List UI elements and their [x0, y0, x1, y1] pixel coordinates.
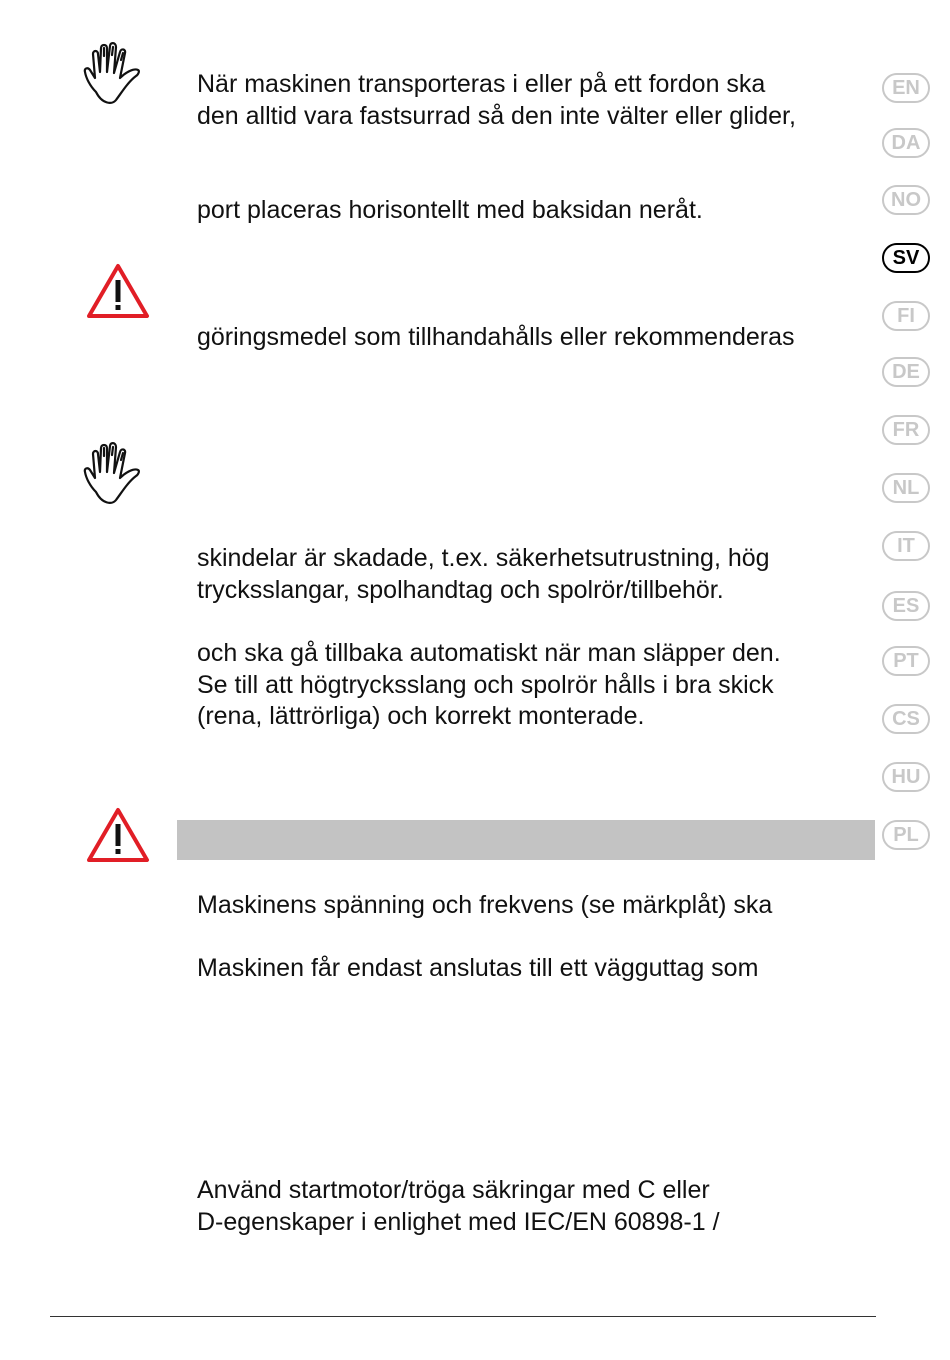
warning-triangle-icon [86, 807, 150, 863]
text-line: skindelar är skadade, t.ex. säkerhetsutrustning, hög [197, 544, 770, 572]
text-line: Maskinens spänning och frekvens (se märkplåt) ska [197, 891, 773, 919]
lang-tab-de[interactable]: DE [882, 357, 930, 387]
lang-tab-fr[interactable]: FR [882, 415, 930, 445]
section-heading-bar [177, 820, 875, 860]
paragraph-trigger-release [197, 638, 781, 733]
paragraph-detergent [197, 322, 795, 354]
lang-tab-pt[interactable]: PT [882, 646, 930, 676]
text-line: Använd startmotor/tröga säkringar med C eller [197, 1176, 710, 1204]
lang-tab-it[interactable]: IT [882, 531, 930, 561]
paragraph-damaged-parts [197, 543, 770, 606]
lang-tab-nl[interactable]: NL [882, 473, 930, 503]
stop-hand-icon [82, 42, 144, 108]
text-line: (rena, lättrörliga) och korrekt monterade. [197, 702, 645, 730]
text-line: trycksslangar, spolhandtag och spolrör/tillbehör. [197, 575, 724, 604]
text-line: D-egenskaper i enlighet med IEC/EN 60898-1 / [197, 1207, 720, 1236]
footer-divider [50, 1316, 876, 1317]
text-line: och ska gå tillbaka automatiskt när man släpper den. [197, 639, 781, 667]
lang-tab-hu[interactable]: HU [882, 762, 930, 792]
lang-tab-cs[interactable]: CS [882, 704, 930, 734]
lang-tab-fi[interactable]: FI [882, 301, 930, 331]
text-line: Maskinen får endast anslutas till ett vägguttag som [197, 954, 759, 982]
lang-tab-es[interactable]: ES [882, 591, 930, 621]
text-line: göringsmedel som tillhandahålls eller rekommenderas [197, 323, 795, 351]
paragraph-transport [197, 69, 796, 132]
lang-tab-da[interactable]: DA [882, 128, 930, 158]
text-line: När maskinen transporteras i eller på ett fordon ska [197, 70, 766, 98]
paragraph-fuses [197, 1175, 720, 1238]
text-line: Se till att högtrycksslang och spolrör hålls i bra skick [197, 670, 774, 699]
text-line: den alltid vara fastsurrad så den inte välter eller glider, [197, 101, 796, 130]
stop-hand-icon [82, 442, 144, 508]
paragraph-wall-socket [197, 953, 758, 985]
paragraph-voltage [197, 890, 772, 922]
lang-tab-en[interactable]: EN [882, 73, 930, 103]
lang-tab-sv[interactable]: SV [882, 243, 930, 273]
warning-triangle-icon [86, 263, 150, 319]
paragraph-horizontal [197, 195, 703, 227]
lang-tab-no[interactable]: NO [882, 185, 930, 215]
text-line: port placeras horisontellt med baksidan neråt. [197, 196, 703, 224]
lang-tab-pl[interactable]: PL [882, 820, 930, 850]
